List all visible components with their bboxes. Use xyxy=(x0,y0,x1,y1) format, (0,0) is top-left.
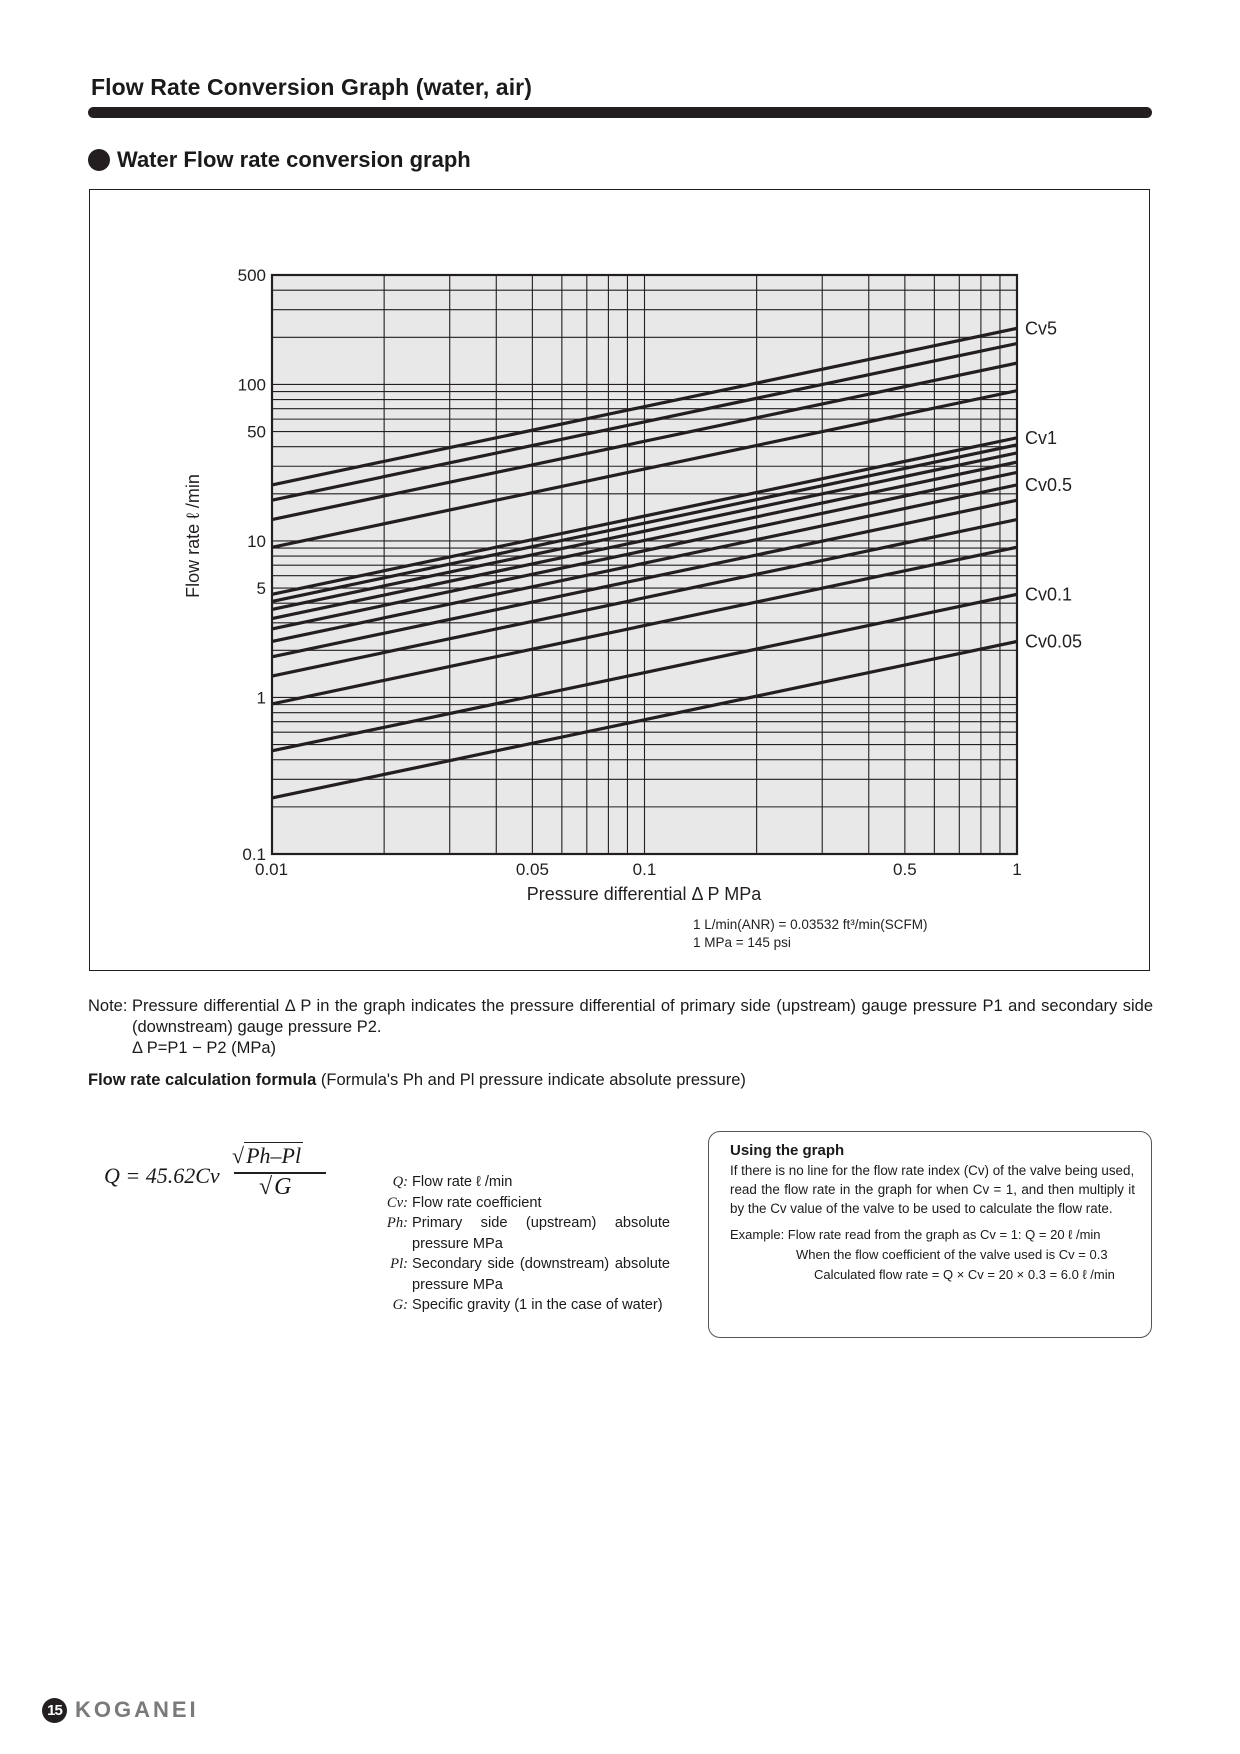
example-line-1: Example: Flow rate read from the graph as Cv = 1: Q = 20 ℓ /min xyxy=(730,1227,1101,1242)
variable-item: Cv: Flow rate coefficient xyxy=(386,1194,542,1211)
y-tick-label: 0.1 xyxy=(242,845,266,864)
x-axis-label: Pressure differential Δ P MPa xyxy=(526,884,762,904)
sqrt-icon: √ xyxy=(259,1174,273,1200)
variable-item: Pl: Secondary side (downstream) absolute pressure MPa xyxy=(390,1256,670,1293)
brand-logo: KOGANEI xyxy=(75,1697,199,1722)
y-tick-label: 500 xyxy=(237,266,266,285)
y-tick-label: 10 xyxy=(247,531,266,551)
variable-item: Ph: Primary side (upstream) absolute pressure MPa xyxy=(386,1215,670,1252)
x-tick-label: 0.5 xyxy=(893,860,917,879)
conversion-note-scfm: 1 L/min(ANR) = 0.03532 ft³/min(SCFM) xyxy=(693,917,928,932)
series-label-cv0-05: Cv0.05 xyxy=(1025,631,1083,652)
example-line-2: When the flow coefficient of the valve used is Cv = 0.3 xyxy=(796,1247,1108,1262)
example-line-3: Calculated flow rate = Q × Cv = 20 × 0.3 = 6.0 ℓ /min xyxy=(814,1267,1115,1282)
x-tick-label: 0.01 xyxy=(255,860,289,879)
note-label: Note: xyxy=(88,997,128,1015)
x-tick-label: 1 xyxy=(1012,860,1022,879)
note-block xyxy=(88,996,1153,1059)
variable-item: G: Specific gravity (1 in the case of water) xyxy=(392,1297,663,1313)
formula-denominator: √G xyxy=(259,1174,292,1200)
formula-variable-list xyxy=(370,1172,670,1316)
conversion-note-psi: 1 MPa = 145 psi xyxy=(693,935,791,950)
page-title: Flow Rate Conversion Graph (water, air) xyxy=(91,74,532,100)
using-graph-example xyxy=(730,1225,1135,1285)
series-label-cv5: Cv5 xyxy=(1025,318,1058,339)
series-label-cv0-5: Cv0.5 xyxy=(1025,474,1073,495)
formula-title-bold: Flow rate calculation formula xyxy=(88,1071,317,1089)
x-tick-label: 0.1 xyxy=(632,860,657,879)
using-graph-paragraph-1: If there is no line for the flow rate index (Cv) of the valve being used, xyxy=(730,1163,1135,1178)
sqrt-icon: √ xyxy=(232,1143,245,1168)
using-graph-heading: Using the graph xyxy=(730,1142,845,1159)
y-tick-label: 5 xyxy=(256,579,266,599)
x-tick-label: 0.05 xyxy=(515,860,549,879)
y-tick-label: 50 xyxy=(247,422,266,442)
page-footer xyxy=(42,1697,199,1723)
note-text: Pressure differential Δ P in the graph indicates the pressure differential of primary side (upstream) gauge pressure P1 and secondary side (downstream) gauge pressure P2. xyxy=(132,997,1153,1036)
formula-section-title xyxy=(88,1071,746,1090)
note-equation: Δ P=P1 − P2 (MPa) xyxy=(132,1039,277,1057)
series-label-cv0-1: Cv0.1 xyxy=(1025,584,1073,605)
y-tick-label: 1 xyxy=(256,688,266,708)
y-tick-label: 100 xyxy=(237,375,266,395)
page-number-badge: 15 xyxy=(42,1698,67,1723)
series-labels xyxy=(1025,318,1082,651)
formula-numerator: √Ph–Pl xyxy=(232,1143,302,1168)
formula-lhs: Q = 45.62Cv xyxy=(104,1163,220,1188)
formula-title-rest: (Formula's Ph and Pl pressure indicate absolute pressure) xyxy=(316,1071,746,1089)
series-label-cv1: Cv1 xyxy=(1025,427,1058,448)
using-the-graph-box xyxy=(708,1131,1152,1338)
y-axis-label: Flow rate ℓ /min xyxy=(183,474,203,598)
using-graph-paragraph-2: read the flow rate in the graph for when Cv = 1, and then multiply it by the Cv value of the valve to be used to calculate the flow rate. xyxy=(730,1182,1135,1216)
variable-item: Q: Flow rate ℓ /min xyxy=(392,1174,513,1190)
section-heading-text: Water Flow rate conversion graph xyxy=(117,147,471,172)
